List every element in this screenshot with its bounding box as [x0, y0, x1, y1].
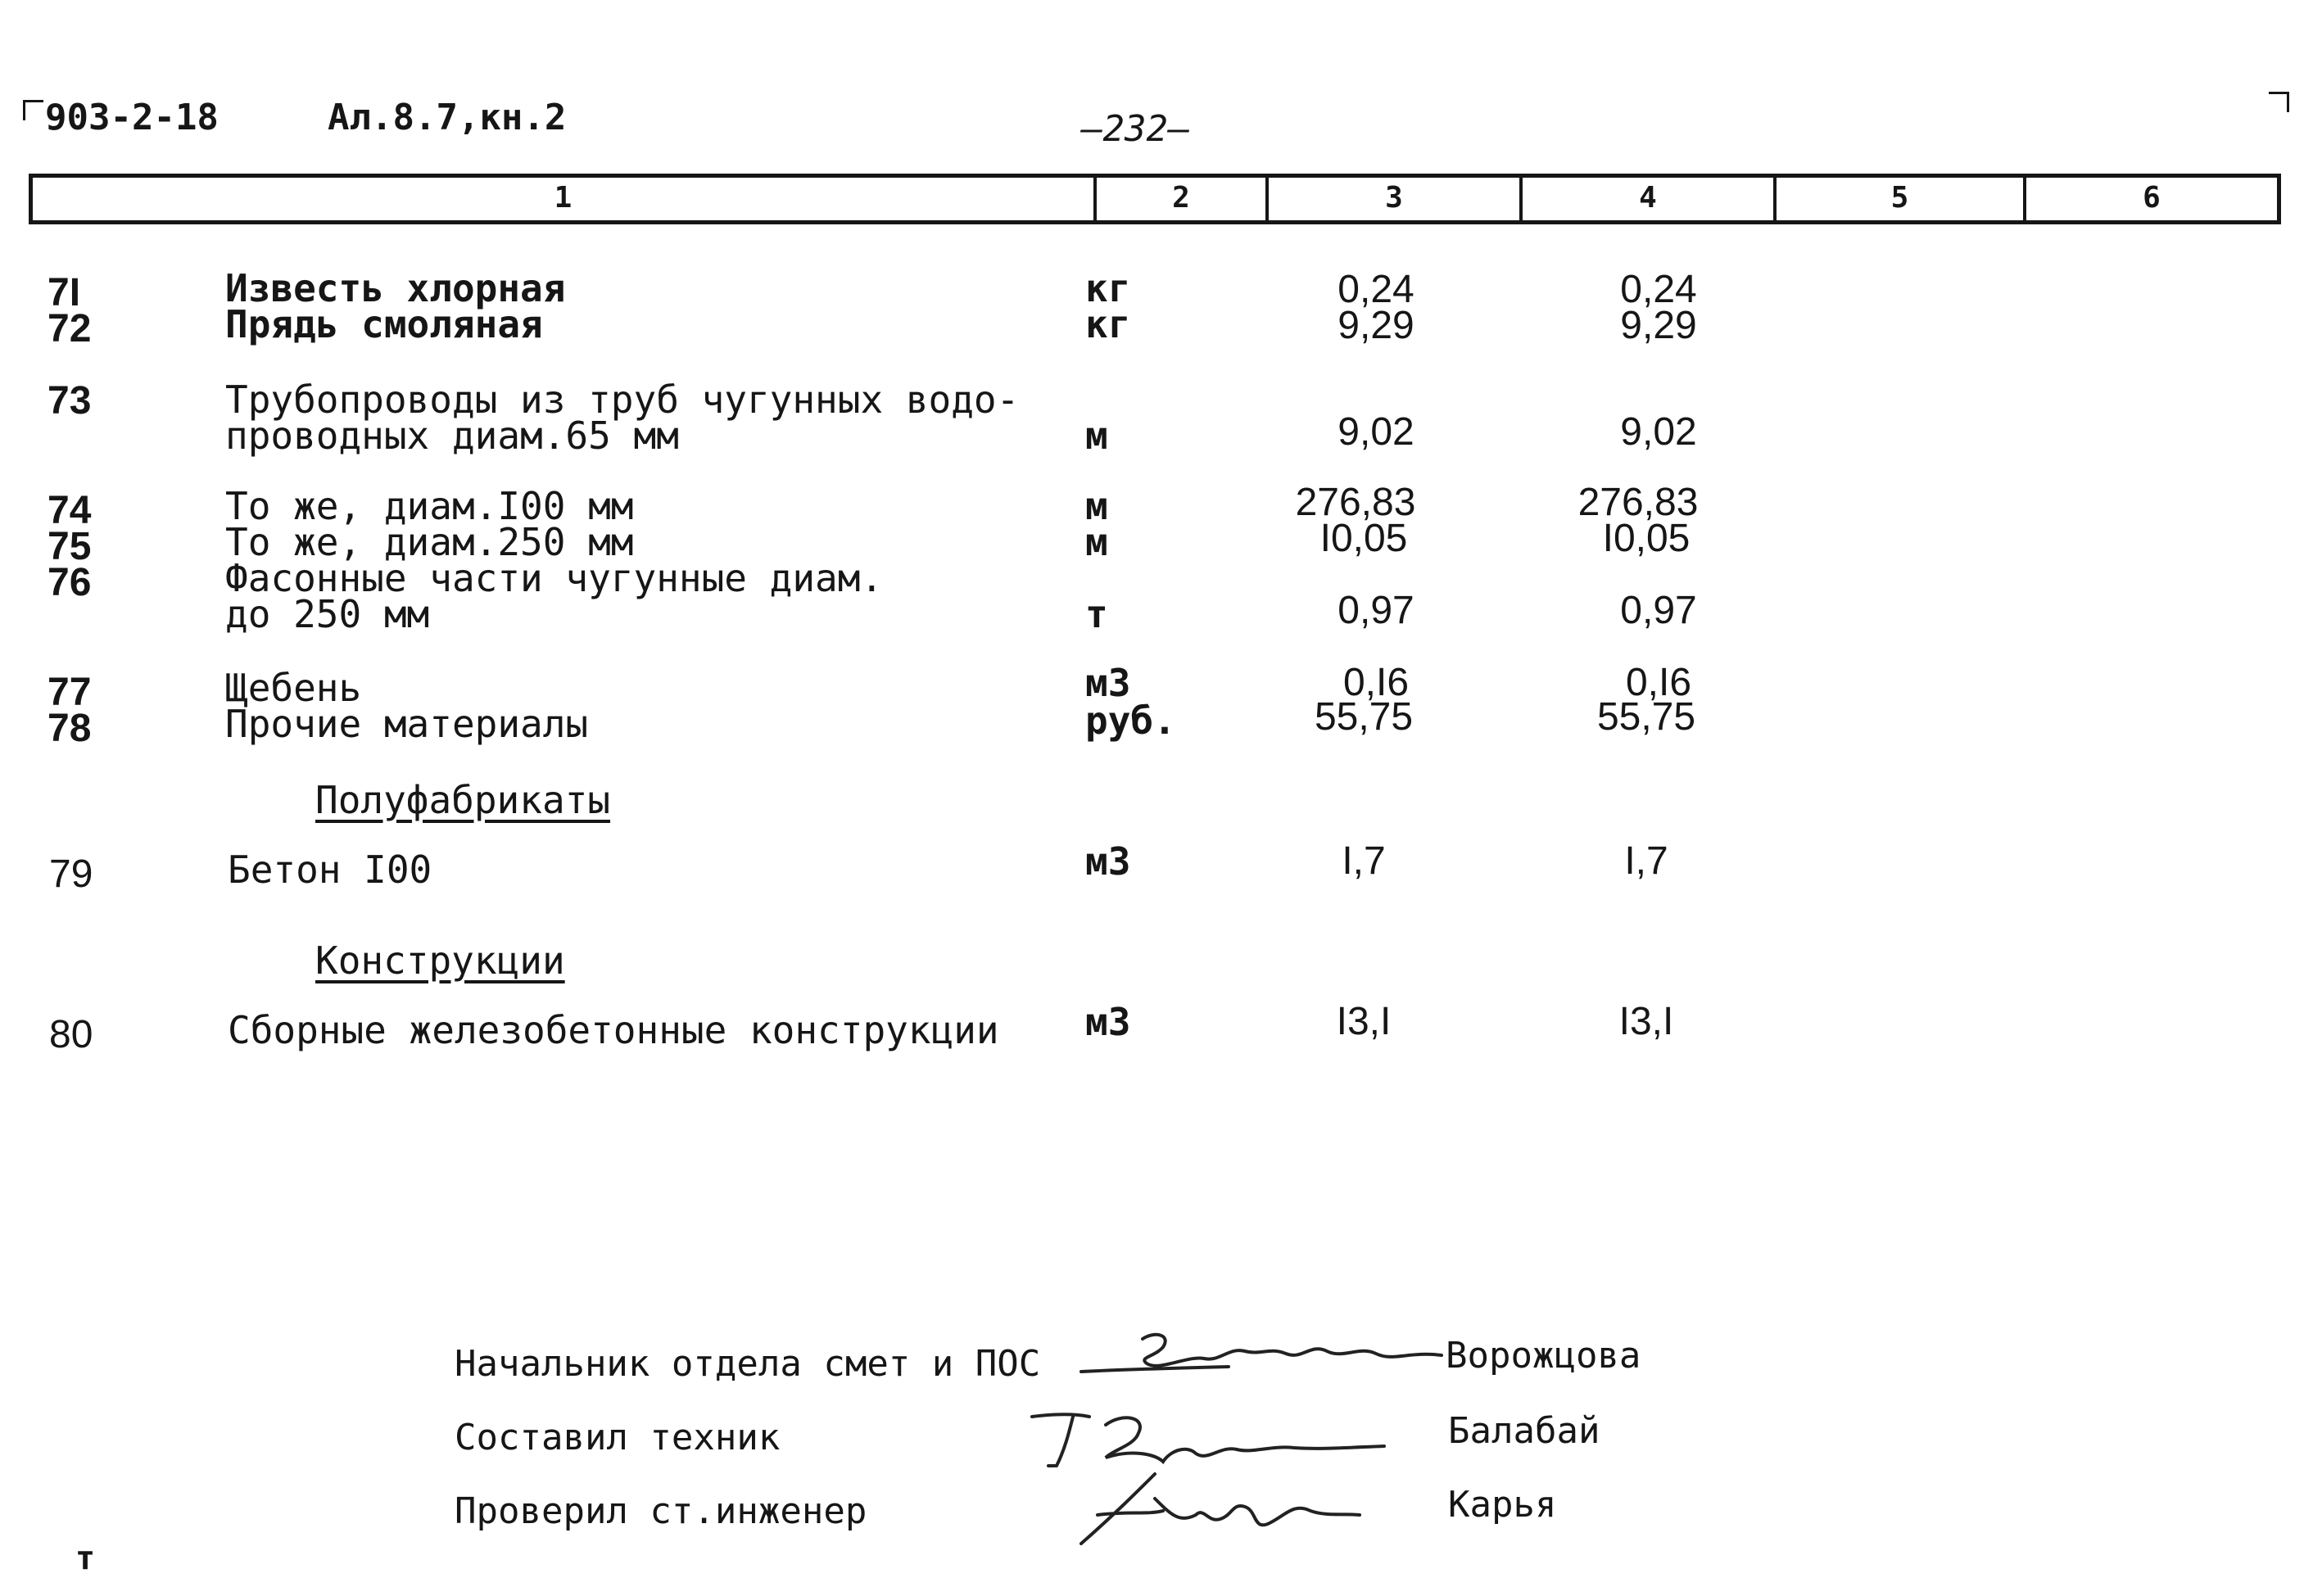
signature-name-technician: Балабай [1448, 1410, 1600, 1452]
row-number: 75 [48, 525, 92, 568]
signature-role-head: Начальник отдела смет и ПОС [455, 1343, 1041, 1385]
handwritten-signature-engineer [1065, 1466, 1376, 1556]
row-name: То же, диам.I00 мм [225, 484, 634, 528]
row-value-col4: 0,24 [1620, 268, 1697, 311]
row-name: Трубопроводы из труб чугунных водо- [225, 378, 1020, 422]
section-heading-constructions: Конструкции [315, 938, 565, 983]
signature-name-head: Ворожцова [1446, 1335, 1641, 1377]
row-value-col3: 0,97 [1338, 589, 1414, 632]
row-name: Прочие материалы [225, 702, 589, 746]
signature-name-engineer: Карья [1448, 1484, 1557, 1526]
row-name: Фасонные части чугунные диам. [225, 556, 884, 600]
row-number: 77 [48, 671, 92, 714]
row-value-col3: 0,I6 [1342, 661, 1410, 704]
row-value-col4: 0,97 [1620, 589, 1697, 632]
row-unit: кг [1085, 266, 1131, 310]
column-number-3: 3 [1385, 181, 1403, 215]
row-number: 72 [48, 307, 92, 350]
row-value-col3: I0,05 [1319, 517, 1408, 560]
row-number: 80 [49, 1013, 93, 1056]
column-number-4: 4 [1639, 181, 1657, 215]
corner-mark-left [23, 100, 43, 120]
corner-mark-right [2269, 92, 2289, 112]
project-code: 903-2-18 [45, 97, 219, 138]
row-value-col3: 0,24 [1338, 268, 1414, 311]
row-number: 7I [48, 271, 81, 314]
row-unit: м3 [1085, 839, 1131, 884]
row-value-col4: I3,I [1618, 1000, 1674, 1043]
handwritten-signature-technician [1024, 1400, 1401, 1474]
row-value-col4: 9,29 [1620, 304, 1697, 347]
row-value-col3: 55,75 [1314, 695, 1414, 739]
row-number: 78 [48, 707, 92, 750]
row-value-col4: 276,83 [1577, 481, 1699, 524]
row-value-col3: 9,29 [1338, 304, 1414, 347]
row-unit: м3 [1085, 1000, 1131, 1044]
row-unit: м [1085, 520, 1108, 564]
row-number: 74 [48, 489, 92, 532]
row-unit: м [1085, 484, 1108, 528]
column-number-2: 2 [1172, 181, 1190, 215]
column-number-5: 5 [1890, 181, 1909, 215]
row-value-col3: I,7 [1342, 839, 1386, 883]
row-unit: кг [1085, 302, 1131, 346]
album-reference: Ал.8.7,кн.2 [328, 97, 567, 138]
row-value-col3: 9,02 [1338, 410, 1414, 454]
row-name: Бетон I00 [228, 848, 432, 892]
row-unit: м [1085, 414, 1108, 458]
row-unit: т [1085, 592, 1108, 636]
row-name: Сборные железобетонные конструкции [228, 1008, 999, 1052]
row-value-col3: 276,83 [1295, 481, 1416, 524]
row-value-col4: I0,05 [1602, 517, 1691, 560]
row-unit: руб. [1085, 699, 1176, 743]
row-value-col3: I3,I [1336, 1000, 1392, 1043]
row-name: Известь хлорная [225, 266, 566, 310]
row-name: То же, диам.250 мм [225, 520, 634, 564]
row-value-col4: 9,02 [1620, 410, 1697, 454]
handwritten-signature-head [1065, 1322, 1458, 1396]
row-number: 76 [48, 561, 92, 604]
page-number: —232— [1081, 108, 1190, 150]
row-value-col4: 0,I6 [1625, 661, 1692, 704]
row-value-col4: I,7 [1624, 839, 1668, 883]
column-number-6: 6 [2143, 181, 2161, 215]
row-name-continued: проводных диам.65 мм [225, 414, 679, 458]
row-number: 79 [49, 852, 93, 896]
row-name-continued: до 250 мм [225, 592, 430, 636]
row-name: Щебень [225, 666, 362, 710]
row-value-col4: 55,75 [1596, 695, 1696, 739]
signature-role-engineer: Проверил ст.инженер [455, 1490, 867, 1532]
footer-mark: т [75, 1539, 96, 1577]
row-name: Прядь смоляная [225, 302, 543, 346]
row-unit: м3 [1085, 661, 1131, 705]
column-number-1: 1 [554, 181, 573, 215]
signature-role-technician: Составил техник [455, 1417, 781, 1458]
row-number: 73 [48, 379, 92, 423]
section-heading-semifinished: Полуфабрикаты [315, 778, 611, 822]
